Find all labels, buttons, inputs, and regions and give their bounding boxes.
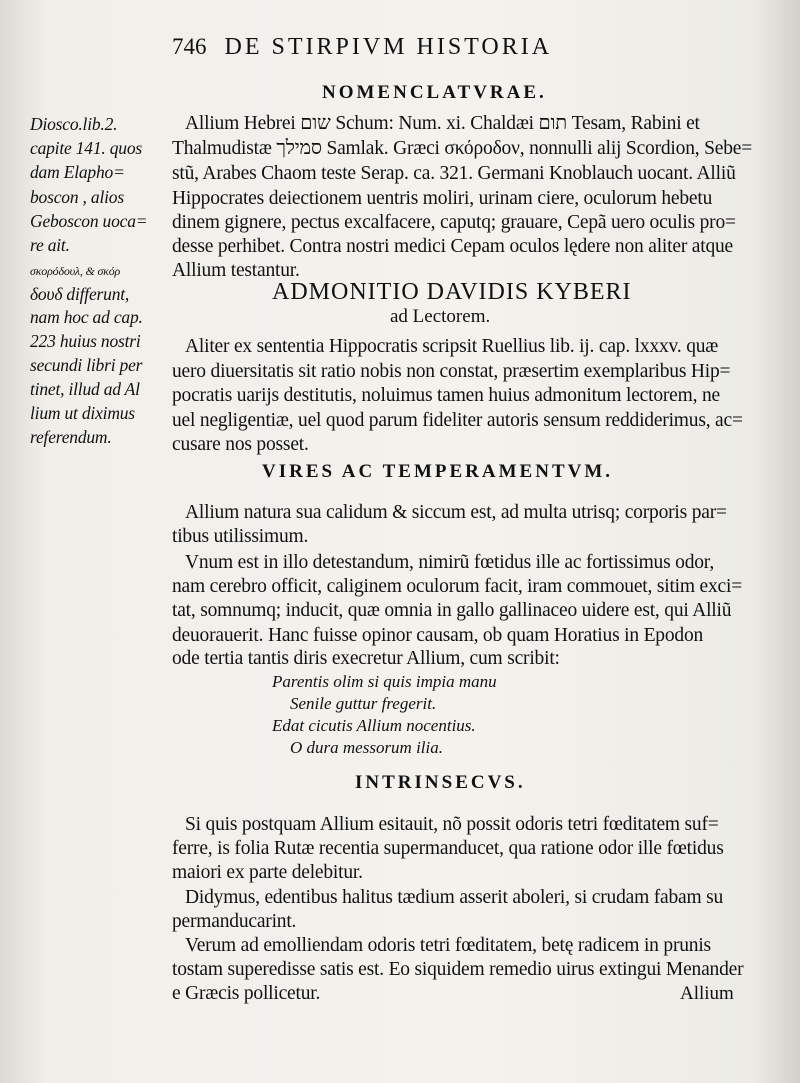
margin-note-line: secundi libri per bbox=[30, 355, 143, 375]
text-line: dinem gignere, pectus excalfacere, caputq; grauare, Cepã uero oculis pro= bbox=[172, 212, 736, 233]
text-line: Allium natura sua calidum & siccum est, ad multa utrisq; corporis par= bbox=[185, 502, 727, 523]
verse-line: O dura messorum ilia. bbox=[290, 738, 444, 757]
margin-note-line: boscon , alios bbox=[30, 187, 124, 207]
text-line: uel negligentiæ, uel quod parum fideliter autoris sensum reddiderimus, ac= bbox=[172, 410, 743, 431]
verse-line: Parentis olim si quis impia manu bbox=[272, 672, 497, 691]
text-line: tat, somnumq; inducit, quæ omnia in gallo gallinaceo uidere est, qui Alliũ bbox=[172, 600, 732, 621]
text-line: pocratis uarijs destitutis, noluimus tamen huius admonitum lectorem, ne bbox=[172, 385, 720, 406]
margin-note-line: dam Elapho= bbox=[30, 162, 125, 182]
text-line: Thalmudistæ סמילך Samlak. Græci σκόροδον, nonnulli alij Scordion, Sebe= bbox=[172, 138, 752, 159]
text-line: e Græcis pollicetur. bbox=[172, 983, 321, 1004]
verse-line: Senile guttur fregerit. bbox=[290, 694, 437, 713]
text-line: permanducarint. bbox=[172, 911, 297, 932]
margin-note-line: 223 huius nostri bbox=[30, 331, 141, 351]
catchword: Allium bbox=[680, 983, 734, 1004]
text-line: stũ, Arabes Chaom teste Serap. ca. 321. Germani Knoblauch uocant. Alliũ bbox=[172, 163, 736, 184]
margin-note-line: referendum. bbox=[30, 427, 112, 447]
text-line: desse perhibet. Contra nostri medici Cepam oculos lędere non aliter atque bbox=[172, 236, 734, 257]
text-line: Allium testantur. bbox=[172, 260, 300, 281]
text-line: cusare nos posset. bbox=[172, 434, 309, 455]
text-line: Allium Hebrei שום Schum: Num. xi. Chaldæi תום Tesam, Rabini et bbox=[185, 113, 700, 134]
text-line: uero diuersitatis sit ratio nobis non constat, præsertim exemplaribus Hip= bbox=[172, 361, 731, 382]
text-line: Verum ad emolliendam odoris tetri fœditatem, betę radicem in prunis bbox=[185, 935, 711, 956]
text-line: ferre, is folia Rutæ recentia supermanducet, qua ratione odor ille fœtidus bbox=[172, 838, 724, 859]
text-line: tibus utilissimum. bbox=[172, 526, 309, 547]
text-line: Si quis postquam Allium esitauit, nõ possit odoris tetri fœditatem suf= bbox=[185, 814, 719, 835]
text-line: maiori ex parte delebitur. bbox=[172, 862, 363, 883]
margin-note-line: re ait. bbox=[30, 235, 70, 255]
section-heading-nomenclature: NOMENCLATVRAE. bbox=[322, 82, 547, 103]
text-line: deuorauerit. Hanc fuisse opinor causam, ob quam Horatius in Epodon bbox=[172, 625, 704, 646]
text-line: Vnum est in illo detestandum, nimirũ fœtidus ille ac fortissimus odor, bbox=[185, 552, 714, 573]
margin-note-line: nam hoc ad cap. bbox=[30, 307, 143, 327]
section-subheading: ad Lectorem. bbox=[390, 306, 491, 327]
margin-note-line: tinet, illud ad Al bbox=[30, 379, 140, 399]
text-line: ode tertia tantis diris execretur Allium, cum scribit: bbox=[172, 648, 560, 669]
section-heading-admonitio: ADMONITIO DAVIDIS KYBERI bbox=[272, 279, 632, 305]
section-heading-intrinsecus: INTRINSECVS. bbox=[355, 772, 526, 793]
margin-note-line: Geboscon uoca= bbox=[30, 211, 148, 231]
margin-note-line: δουδ differunt, bbox=[30, 284, 130, 304]
margin-note-line: lium ut diximus bbox=[30, 403, 135, 423]
running-title: DE STIRPIVM HISTORIA bbox=[224, 34, 553, 60]
margin-note-line: σκορόδουλ, & σκόρ bbox=[30, 264, 121, 278]
margin-note-line: capite 141. quos bbox=[30, 138, 142, 158]
text-line: nam cerebro officit, caliginem oculorum facit, iram commouet, sitim exci= bbox=[172, 576, 743, 597]
margin-note-line: Diosco.lib.2. bbox=[30, 114, 118, 134]
running-head bbox=[172, 34, 592, 61]
text-line: Didymus, edentibus halitus tædium asserit aboleri, si crudam fabam su bbox=[185, 887, 724, 908]
page-number: 746 bbox=[172, 34, 207, 59]
verse-line: Edat cicutis Allium nocentius. bbox=[272, 716, 476, 735]
text-line: tostam superedisse satis est. Eo siquidem remedio uirus extingui Menander bbox=[172, 959, 744, 980]
text-line: Aliter ex sententia Hippocratis scripsit Ruellius lib. ij. cap. lxxxv. quæ bbox=[185, 336, 719, 357]
section-heading-vires: VIRES AC TEMPERAMENTVM. bbox=[262, 461, 614, 482]
text-line: Hippocrates deiectionem uentris moliri, urinam ciere, oculorum hebetu bbox=[172, 188, 713, 209]
